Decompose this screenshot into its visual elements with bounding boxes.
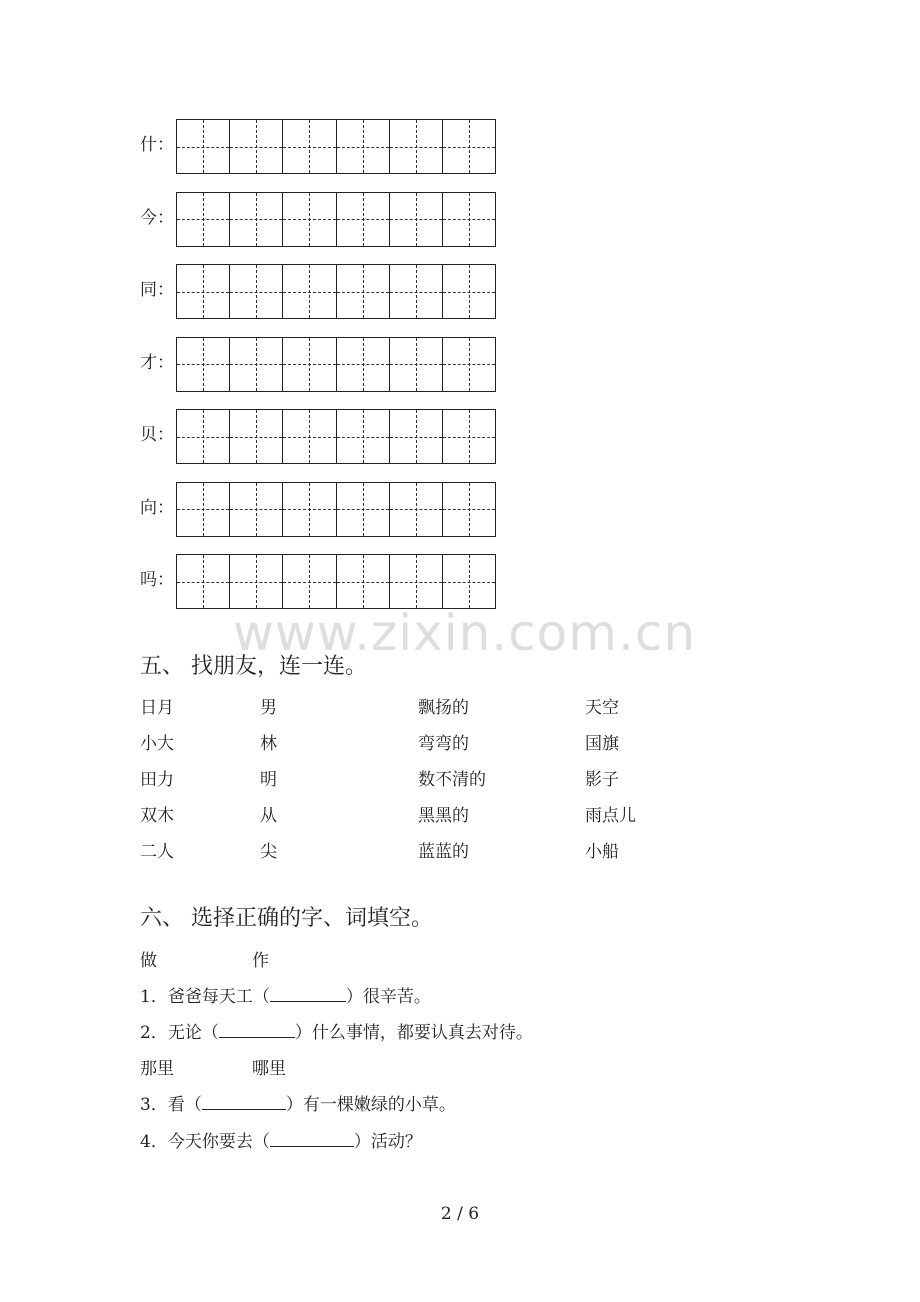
grid-cell (283, 120, 336, 173)
tianzige-grid (176, 119, 496, 174)
match-item: 小船 (585, 842, 619, 862)
match-item: 林 (260, 734, 277, 754)
grid-cell (177, 555, 230, 608)
match-item: 蓝蓝的 (418, 842, 469, 862)
tianzige-grid (176, 554, 496, 609)
tianzige-grid (176, 409, 496, 464)
question-text: ）活动？ (353, 1132, 422, 1152)
answer-blank[interactable] (219, 1023, 295, 1038)
tianzige-grid (176, 264, 496, 319)
grid-cell (390, 193, 443, 246)
word-options-1 (140, 947, 269, 975)
match-item: 男 (260, 698, 277, 718)
grid-cell (177, 193, 230, 246)
grid-cell (283, 265, 336, 318)
tianzige-grid (176, 337, 496, 392)
answer-blank[interactable] (270, 987, 346, 1002)
match-item: 黑黑的 (418, 806, 469, 826)
grid-cell (230, 555, 283, 608)
question-text: ）有一棵嫩绿的小草。 (285, 1095, 456, 1115)
grid-cell (177, 265, 230, 318)
word-options-2 (140, 1055, 286, 1083)
grid-cell (337, 120, 390, 173)
section-5-title: 五、 找朋友，连一连。 (140, 654, 367, 679)
grid-cell (177, 410, 230, 463)
grid-cell (177, 338, 230, 391)
question-text: 2．无论（ (140, 1023, 219, 1043)
grid-cell (390, 265, 443, 318)
question-text: 1．爸爸每天工（ (140, 987, 270, 1007)
grid-cell (283, 410, 336, 463)
grid-cell (443, 555, 495, 608)
match-item: 小大 (140, 734, 174, 754)
practice-char: 什： (140, 135, 174, 155)
grid-cell (337, 338, 390, 391)
grid-cell (230, 265, 283, 318)
grid-cell (443, 338, 495, 391)
grid-cell (390, 483, 443, 536)
match-item: 飘扬的 (418, 698, 469, 718)
match-item: 二人 (140, 842, 174, 862)
match-item: 天空 (585, 698, 619, 718)
match-item: 双木 (140, 806, 174, 826)
grid-cell (390, 410, 443, 463)
question-3 (140, 1091, 456, 1119)
grid-cell (337, 410, 390, 463)
option-word: 那里 (140, 1059, 174, 1079)
grid-cell (443, 193, 495, 246)
tianzige-grid (176, 482, 496, 537)
grid-cell (230, 120, 283, 173)
option-word: 做 (140, 951, 157, 971)
practice-char: 向： (140, 497, 174, 518)
option-word: 作 (252, 951, 269, 971)
question-text: 4．今天你要去（ (140, 1132, 270, 1152)
grid-cell (283, 338, 336, 391)
match-item: 明 (260, 770, 277, 790)
question-2 (140, 1019, 533, 1047)
practice-char: 贝： (140, 425, 174, 445)
option-word: 哪里 (252, 1059, 286, 1079)
practice-char: 才： (140, 352, 174, 373)
practice-char: 同： (140, 280, 174, 300)
page-number: 2 / 6 (440, 1204, 480, 1224)
grid-cell (390, 555, 443, 608)
match-item: 从 (260, 806, 277, 826)
grid-cell (390, 338, 443, 391)
match-item: 雨点儿 (585, 806, 636, 826)
grid-cell (177, 120, 230, 173)
match-item: 弯弯的 (418, 734, 469, 754)
match-item: 影子 (585, 770, 619, 790)
grid-cell (443, 265, 495, 318)
grid-cell (443, 483, 495, 536)
grid-cell (390, 120, 443, 173)
grid-cell (337, 483, 390, 536)
grid-cell (337, 265, 390, 318)
match-item: 尖 (260, 842, 277, 862)
tianzige-grid (176, 192, 496, 247)
grid-cell (230, 483, 283, 536)
question-1 (140, 983, 431, 1011)
grid-cell (283, 193, 336, 246)
section-6-title: 六、 选择正确的字、词填空。 (140, 906, 433, 931)
question-4 (140, 1128, 422, 1156)
match-item: 日月 (140, 698, 174, 718)
grid-cell (443, 120, 495, 173)
grid-cell (230, 338, 283, 391)
answer-blank[interactable] (270, 1132, 354, 1147)
question-text: ）很辛苦。 (345, 987, 431, 1007)
practice-char: 今： (140, 207, 174, 228)
match-item: 田力 (140, 770, 174, 790)
grid-cell (337, 555, 390, 608)
grid-cell (283, 483, 336, 536)
answer-blank[interactable] (202, 1095, 286, 1110)
grid-cell (177, 483, 230, 536)
grid-cell (443, 410, 495, 463)
watermark: www.zixin.com.cn (233, 604, 697, 662)
grid-cell (337, 193, 390, 246)
grid-cell (230, 193, 283, 246)
practice-char: 吗： (140, 570, 174, 590)
match-item: 国旗 (585, 734, 619, 754)
question-text: 3．看（ (140, 1095, 202, 1115)
question-text: ）什么事情，都要认真去对待。 (294, 1023, 533, 1043)
grid-cell (283, 555, 336, 608)
grid-cell (230, 410, 283, 463)
match-item: 数不清的 (418, 770, 486, 790)
